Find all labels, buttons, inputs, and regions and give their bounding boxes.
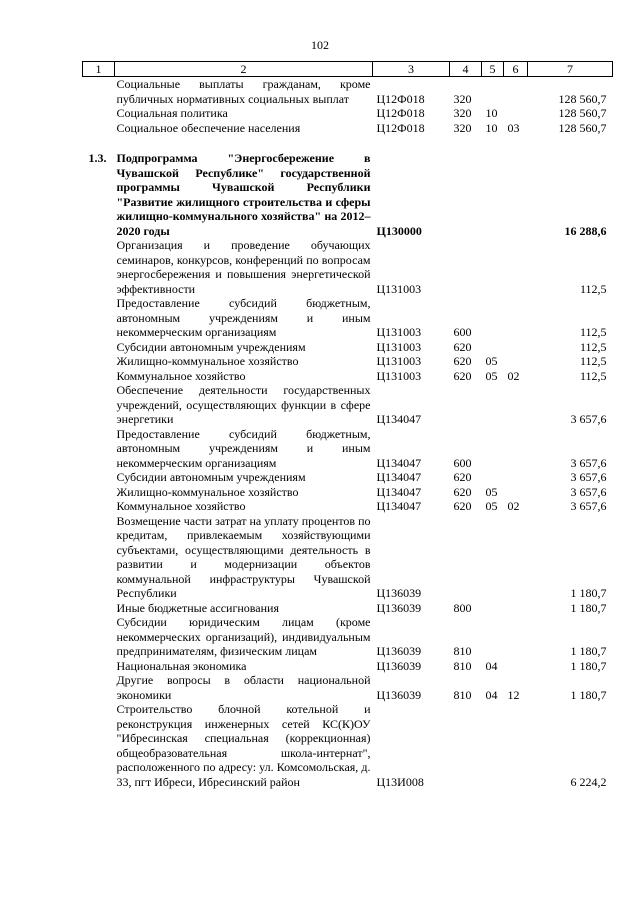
row-expense-type: 320: [453, 106, 472, 120]
row-subsection: [504, 485, 528, 500]
row-name: Другие вопросы в области национальной экономики: [116, 673, 371, 702]
row-code: Ц12Ф018: [376, 106, 425, 120]
row-expense-type: [450, 383, 482, 427]
table-row: [83, 340, 613, 355]
row-number: [83, 354, 115, 369]
column-header: 7: [528, 62, 613, 77]
row-number: [83, 702, 115, 789]
row-amount: 1 180,7: [570, 687, 607, 702]
row-section: [482, 383, 504, 427]
row-expense-type: 620: [453, 499, 472, 513]
row-section: 04: [485, 658, 498, 673]
row-subsection: 02: [507, 499, 520, 513]
row-name: Жилищно-коммунальное хозяйство: [116, 484, 299, 499]
row-name: Национальная экономика: [116, 658, 247, 673]
row-code: Ц131003: [376, 339, 422, 354]
row-code: Ц130000: [376, 223, 422, 238]
column-header: 3: [373, 62, 450, 77]
column-header: 1: [83, 62, 115, 77]
row-expense-type: [450, 238, 482, 296]
row-section: [482, 238, 504, 296]
row-name: Иные бюджетные ассигнования: [116, 600, 279, 615]
row-subsection: [504, 296, 528, 340]
table-row: [83, 354, 613, 369]
row-code: Ц136039: [376, 644, 422, 658]
row-subsection: [504, 354, 528, 369]
table-row: [83, 369, 613, 384]
row-expense-type: 320: [453, 91, 472, 106]
row-code: Ц13И008: [376, 774, 424, 789]
row-number: [83, 106, 115, 121]
row-amount: 16 288,6: [564, 223, 607, 238]
table-row: [83, 659, 613, 674]
row-name: Коммунальное хозяйство: [116, 368, 246, 383]
row-amount: 128 560,7: [558, 106, 607, 120]
row-name: Жилищно-коммунальное хозяйство: [116, 354, 299, 368]
row-section: [482, 601, 504, 616]
row-code: Ц131003: [376, 354, 422, 368]
row-expense-type: 620: [453, 368, 472, 383]
table-row: [83, 383, 613, 427]
row-name: Подпрограмма "Энергосбережение в Чувашской Республике" государственной программы Чувашской Республики "Развитие жилищного строительства и сферы жилищно-коммунального хозяйства" на 2012–2020 годы: [116, 151, 371, 238]
row-expense-type: 620: [453, 484, 472, 499]
row-number: [83, 615, 115, 659]
row-amount: 128 560,7: [558, 120, 607, 135]
row-number: [83, 659, 115, 674]
row-number: [83, 673, 115, 702]
spacer-row: [83, 135, 613, 151]
row-code: Ц134047: [376, 470, 422, 484]
row-section: [482, 470, 504, 485]
row-number: [83, 470, 115, 485]
row-subsection: [504, 514, 528, 601]
row-number: [83, 427, 115, 471]
row-name: Субсидии автономным учреждениям: [116, 470, 306, 484]
row-amount: 3 657,6: [570, 499, 607, 513]
row-subsection: [504, 340, 528, 355]
row-number: 1.3.: [88, 151, 107, 165]
row-amount: 112,5: [579, 281, 607, 296]
row-number: [83, 77, 115, 107]
row-section: 04: [485, 687, 498, 702]
row-expense-type: 810: [453, 687, 472, 702]
row-amount: 3 657,6: [570, 412, 607, 426]
table-row: [83, 485, 613, 500]
table-row: [83, 499, 613, 514]
row-amount: 1 180,7: [570, 658, 607, 673]
row-code: Ц136039: [376, 586, 422, 600]
row-subsection: [504, 106, 528, 121]
row-amount: 128 560,7: [558, 91, 607, 106]
row-amount: 6 224,2: [570, 774, 607, 789]
row-section: 05: [485, 368, 498, 383]
row-expense-type: 620: [453, 470, 472, 484]
table-row: [83, 121, 613, 136]
row-amount: 112,5: [579, 354, 607, 368]
row-name: Социальные выплаты гражданам, кроме публичных нормативных социальных выплат: [116, 77, 371, 106]
row-expense-type: 800: [453, 600, 472, 615]
row-expense-type: [450, 151, 482, 238]
table-row: [83, 601, 613, 616]
row-name: Социальное обеспечение населения: [116, 120, 301, 135]
row-name: Социальная политика: [116, 106, 228, 120]
row-name: Коммунальное хозяйство: [116, 499, 246, 513]
row-section: 05: [485, 484, 498, 499]
row-subsection: [504, 470, 528, 485]
row-amount: 1 180,7: [570, 600, 607, 615]
row-code: Ц136039: [376, 687, 422, 702]
row-expense-type: 600: [453, 325, 472, 339]
row-number: [83, 121, 115, 136]
row-code: Ц134047: [376, 484, 422, 499]
row-subsection: 12: [507, 687, 520, 702]
page-number: 102: [311, 38, 329, 52]
row-subsection: [504, 383, 528, 427]
table-row: [83, 673, 613, 702]
table-row: [83, 514, 613, 601]
row-code: Ц131003: [376, 325, 422, 339]
row-amount: 3 657,6: [570, 484, 607, 499]
column-header: 2: [115, 62, 373, 77]
row-section: 10: [485, 120, 498, 135]
row-code: Ц134047: [376, 455, 422, 470]
row-name: Субсидии юридическим лицам (кроме некоммерческих организаций), индивидуальным предпринимателям, физическим лицам: [116, 615, 371, 658]
row-number: [83, 499, 115, 514]
row-amount: 3 657,6: [570, 455, 607, 470]
row-number: [83, 383, 115, 427]
row-number: [83, 369, 115, 384]
table-row: [83, 238, 613, 296]
table-row: [83, 296, 613, 340]
row-subsection: [504, 77, 528, 107]
row-amount: 1 180,7: [570, 586, 607, 600]
row-expense-type: 620: [453, 339, 472, 354]
row-number: [83, 340, 115, 355]
row-amount: 112,5: [579, 368, 607, 383]
row-section: 05: [485, 354, 498, 368]
row-amount: 112,5: [579, 325, 607, 339]
row-name: Строительство блочной котельной и реконструкция инженерных сетей КС(К)ОУ "Ибресинская специальная (коррекционная) общеобразовательная школа-интернат", расположенного по адресу: ул. Комсомольская, д. 33, пгт Ибреси, Ибресинский район: [116, 702, 371, 789]
row-expense-type: 810: [453, 658, 472, 673]
row-expense-type: 620: [453, 354, 472, 368]
row-number: [83, 485, 115, 500]
row-name: Предоставление субсидий бюджетным, автономным учреждениям и иным некоммерческим организациям: [116, 426, 371, 470]
row-section: 10: [485, 106, 498, 120]
table-row: [83, 151, 613, 238]
row-name: Субсидии автономным учреждениям: [116, 339, 306, 354]
column-header: 6: [504, 62, 528, 77]
table-row: [83, 615, 613, 659]
table-row: [83, 702, 613, 789]
table-row: [83, 77, 613, 107]
row-number: [83, 238, 115, 296]
row-expense-type: [450, 702, 482, 789]
row-amount: 1 180,7: [570, 644, 607, 658]
row-number: [83, 514, 115, 601]
row-expense-type: 320: [453, 120, 472, 135]
row-amount: 3 657,6: [570, 470, 607, 484]
row-section: [482, 340, 504, 355]
row-section: [482, 151, 504, 238]
row-expense-type: 810: [453, 644, 472, 658]
row-number: [83, 601, 115, 616]
row-code: Ц136039: [376, 658, 422, 673]
row-subsection: 02: [507, 368, 520, 383]
row-number: [83, 296, 115, 340]
row-subsection: 03: [507, 120, 520, 135]
table-header-row: [83, 62, 613, 77]
row-section: [482, 514, 504, 601]
row-name: Обеспечение деятельности государственных учреждений, осуществляющих функции в сфере энергетики: [116, 383, 371, 426]
budget-table: [82, 61, 613, 789]
table-row: [83, 427, 613, 471]
row-expense-type: [450, 514, 482, 601]
row-code: Ц134047: [376, 412, 422, 426]
column-header: 5: [482, 62, 504, 77]
row-code: Ц12Ф018: [376, 91, 425, 106]
spacer-cell: [83, 135, 613, 151]
table-row: [83, 106, 613, 121]
row-code: Ц12Ф018: [376, 120, 425, 135]
row-subsection: [504, 615, 528, 659]
row-section: [482, 296, 504, 340]
row-code: Ц134047: [376, 499, 422, 513]
row-name: Возмещение части затрат на уплату процентов по кредитам, привлекаемым хозяйствующими субъектами, осуществляющими деятельность в развитии и модернизации объектов коммунальной инфраструктуры Чувашской Республики: [116, 513, 371, 600]
row-code: Ц136039: [376, 600, 422, 615]
row-name: Организация и проведение обучающих семинаров, конкурсов, конференций по вопросам энергосбережения и повышения энергетической эффективности: [116, 238, 371, 296]
row-section: [482, 702, 504, 789]
row-section: [482, 427, 504, 471]
row-subsection: [504, 238, 528, 296]
row-name: Предоставление субсидий бюджетным, автономным учреждениям и иным некоммерческим организациям: [116, 296, 371, 339]
row-code: Ц131003: [376, 368, 422, 383]
row-section: [482, 77, 504, 107]
table-body: [83, 77, 613, 790]
row-subsection: [504, 659, 528, 674]
row-amount: 112,5: [579, 339, 607, 354]
row-subsection: [504, 601, 528, 616]
row-subsection: [504, 151, 528, 238]
row-code: Ц131003: [376, 281, 422, 296]
row-subsection: [504, 427, 528, 471]
row-subsection: [504, 702, 528, 789]
row-section: 05: [485, 499, 498, 513]
row-section: [482, 615, 504, 659]
row-expense-type: 600: [453, 455, 472, 470]
table-row: [83, 470, 613, 485]
column-header: 4: [450, 62, 482, 77]
